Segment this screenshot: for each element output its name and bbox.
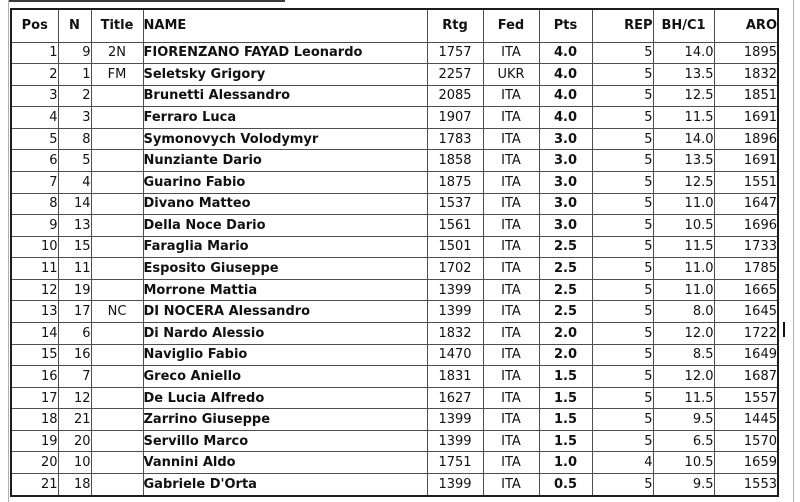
cell-aro: 1696 [714,215,778,237]
cell-pos: 16 [11,366,58,388]
cell-bh-c1: 14.0 [653,128,714,150]
cell-name: Greco Aniello [143,366,427,388]
cell-name: Della Noce Dario [143,215,427,237]
table-row [11,323,778,345]
cell-name: Di Nardo Alessio [143,323,427,345]
table-row [11,236,778,258]
cell-fed: ITA [483,128,539,150]
cell-aro: 1691 [714,150,778,172]
cell-n: 5 [58,150,91,172]
table-row [11,474,778,496]
cell-pts: 3.0 [539,128,592,150]
cell-fed: ITA [483,366,539,388]
cell-pts: 1.5 [539,430,592,452]
cell-pos: 12 [11,279,58,301]
cell-name: Gabriele D'Orta [143,474,427,496]
cell-pos: 5 [11,128,58,150]
cell-pts: 2.5 [539,301,592,323]
cell-rep: 5 [592,128,653,150]
cell-bh-c1: 9.5 [653,409,714,431]
cell-aro: 1553 [714,474,778,496]
cell-aro: 1557 [714,387,778,409]
cell-rep: 5 [592,409,653,431]
cell-bh-c1: 11.0 [653,279,714,301]
cell-rep: 5 [592,42,653,64]
cell-n: 17 [58,301,91,323]
cell-n: 9 [58,42,91,64]
cell-n: 20 [58,430,91,452]
cell-bh-c1: 12.5 [653,85,714,107]
cell-n: 16 [58,344,91,366]
cell-rep: 5 [592,107,653,129]
cell-n: 12 [58,387,91,409]
cell-pos: 15 [11,344,58,366]
cell-name: Naviglio Fabio [143,344,427,366]
cell-pos: 3 [11,85,58,107]
column-header-bh-c1: BH/C1 [653,9,714,42]
text-caret [783,322,785,337]
cell-aro: 1895 [714,42,778,64]
cell-rtg: 1907 [427,107,483,129]
standings-table [10,8,779,497]
cell-aro: 1832 [714,64,778,86]
cell-bh-c1: 8.5 [653,344,714,366]
cell-title [91,474,143,496]
column-header-n: N [58,9,91,42]
cell-fed: ITA [483,193,539,215]
cell-fed: ITA [483,236,539,258]
cell-title [91,193,143,215]
cell-rtg: 2257 [427,64,483,86]
cell-bh-c1: 11.5 [653,107,714,129]
cell-title [91,323,143,345]
cell-title [91,452,143,474]
cell-rep: 5 [592,474,653,496]
cell-pts: 4.0 [539,85,592,107]
cell-name: Brunetti Alessandro [143,85,427,107]
cell-pts: 1.5 [539,366,592,388]
cell-n: 18 [58,474,91,496]
cell-rep: 5 [592,366,653,388]
table-row [11,193,778,215]
table-row [11,279,778,301]
cell-fed: ITA [483,258,539,280]
table-row [11,215,778,237]
table-row [11,366,778,388]
cell-rep: 5 [592,150,653,172]
cell-rtg: 1470 [427,344,483,366]
cell-rep: 5 [592,430,653,452]
table-body [11,42,778,496]
cell-rtg: 1751 [427,452,483,474]
cell-bh-c1: 12.5 [653,171,714,193]
cell-pos: 1 [11,42,58,64]
cell-rtg: 1399 [427,430,483,452]
cell-rtg: 2085 [427,85,483,107]
cell-title: FM [91,64,143,86]
cell-pts: 2.0 [539,344,592,366]
cell-n: 14 [58,193,91,215]
cell-aro: 1645 [714,301,778,323]
cell-name: Nunziante Dario [143,150,427,172]
cell-bh-c1: 11.0 [653,193,714,215]
cell-fed: ITA [483,279,539,301]
table-row [11,85,778,107]
cell-rtg: 1702 [427,258,483,280]
cell-pts: 3.0 [539,171,592,193]
cell-pts: 2.5 [539,279,592,301]
cell-n: 8 [58,128,91,150]
cell-pts: 2.0 [539,323,592,345]
cell-n: 21 [58,409,91,431]
cell-title: NC [91,301,143,323]
cell-pts: 4.0 [539,42,592,64]
cell-title [91,258,143,280]
column-header-rep: REP [592,9,653,42]
cell-pos: 18 [11,409,58,431]
table-row [11,344,778,366]
cell-fed: ITA [483,171,539,193]
cell-pts: 0.5 [539,474,592,496]
cell-title [91,344,143,366]
cell-rep: 5 [592,193,653,215]
cell-pos: 7 [11,171,58,193]
cell-name: Seletsky Grigory [143,64,427,86]
cell-title: 2N [91,42,143,64]
cell-pts: 1.5 [539,409,592,431]
cell-pts: 2.5 [539,258,592,280]
cell-name: Zarrino Giuseppe [143,409,427,431]
cell-pos: 14 [11,323,58,345]
cell-pts: 2.5 [539,236,592,258]
table-row [11,64,778,86]
cell-n: 19 [58,279,91,301]
cell-rep: 5 [592,171,653,193]
cell-n: 10 [58,452,91,474]
cell-name: Servillo Marco [143,430,427,452]
cell-aro: 1659 [714,452,778,474]
column-header-name: NAME [143,9,427,42]
cell-rtg: 1399 [427,474,483,496]
cell-bh-c1: 12.0 [653,323,714,345]
column-header-rtg: Rtg [427,9,483,42]
cell-aro: 1665 [714,279,778,301]
cell-rep: 5 [592,64,653,86]
cell-rep: 4 [592,452,653,474]
cell-n: 2 [58,85,91,107]
cell-rep: 5 [592,258,653,280]
cell-title [91,107,143,129]
cell-pts: 1.0 [539,452,592,474]
cell-bh-c1: 10.5 [653,215,714,237]
cell-rep: 5 [592,323,653,345]
cell-name: Symonovych Volodymyr [143,128,427,150]
cell-name: Faraglia Mario [143,236,427,258]
page-edge-left-line [8,0,9,502]
table-row [11,42,778,64]
table-row [11,430,778,452]
cell-n: 6 [58,323,91,345]
cell-rep: 5 [592,236,653,258]
cell-n: 13 [58,215,91,237]
cell-bh-c1: 13.5 [653,64,714,86]
cell-name: Vannini Aldo [143,452,427,474]
cell-aro: 1445 [714,409,778,431]
cell-rep: 5 [592,387,653,409]
cell-bh-c1: 13.5 [653,150,714,172]
cell-name: FIORENZANO FAYAD Leonardo [143,42,427,64]
cell-name: De Lucia Alfredo [143,387,427,409]
cell-pos: 6 [11,150,58,172]
column-header-pos: Pos [11,9,58,42]
cell-fed: ITA [483,344,539,366]
cell-bh-c1: 14.0 [653,42,714,64]
cell-name: DI NOCERA Alessandro [143,301,427,323]
column-header-aro: ARO [714,9,778,42]
cell-name: Divano Matteo [143,193,427,215]
cell-rep: 5 [592,85,653,107]
cell-pts: 3.0 [539,150,592,172]
page-edge-right-line [793,0,794,502]
cell-n: 4 [58,171,91,193]
table-row [11,409,778,431]
cell-rtg: 1627 [427,387,483,409]
column-header-pts: Pts [539,9,592,42]
cell-pos: 9 [11,215,58,237]
cell-rtg: 1399 [427,409,483,431]
cell-title [91,150,143,172]
cell-aro: 1896 [714,128,778,150]
cell-aro: 1851 [714,85,778,107]
cell-n: 11 [58,258,91,280]
cell-rtg: 1399 [427,301,483,323]
cell-pos: 17 [11,387,58,409]
cell-aro: 1570 [714,430,778,452]
cell-pts: 4.0 [539,107,592,129]
table-row [11,171,778,193]
cell-pos: 11 [11,258,58,280]
cell-pos: 19 [11,430,58,452]
table-row [11,387,778,409]
cell-fed: ITA [483,150,539,172]
cell-fed: ITA [483,430,539,452]
cell-title [91,366,143,388]
column-header-title: Title [91,9,143,42]
cell-title [91,279,143,301]
cell-title [91,85,143,107]
cell-fed: ITA [483,301,539,323]
cell-fed: ITA [483,474,539,496]
cell-rtg: 1561 [427,215,483,237]
cell-rtg: 1858 [427,150,483,172]
cell-bh-c1: 12.0 [653,366,714,388]
cell-name: Esposito Giuseppe [143,258,427,280]
cell-pos: 20 [11,452,58,474]
cell-title [91,128,143,150]
table-row [11,150,778,172]
cell-pos: 13 [11,301,58,323]
cell-bh-c1: 9.5 [653,474,714,496]
cell-rtg: 1832 [427,323,483,345]
cell-pos: 10 [11,236,58,258]
cell-fed: ITA [483,387,539,409]
cell-bh-c1: 11.5 [653,236,714,258]
cell-aro: 1687 [714,366,778,388]
table-header [11,9,778,42]
cell-pos: 21 [11,474,58,496]
cell-pos: 8 [11,193,58,215]
cell-aro: 1722 [714,323,778,345]
cell-rtg: 1537 [427,193,483,215]
cell-pts: 4.0 [539,64,592,86]
cell-bh-c1: 8.0 [653,301,714,323]
table-row [11,301,778,323]
cell-fed: ITA [483,452,539,474]
cell-bh-c1: 10.5 [653,452,714,474]
cell-bh-c1: 11.0 [653,258,714,280]
cell-n: 3 [58,107,91,129]
cell-fed: ITA [483,107,539,129]
page-edge-top-line [8,0,285,2]
cell-fed: ITA [483,323,539,345]
cell-name: Morrone Mattia [143,279,427,301]
cell-n: 15 [58,236,91,258]
cell-rtg: 1875 [427,171,483,193]
cell-aro: 1551 [714,171,778,193]
cell-name: Ferraro Luca [143,107,427,129]
column-header-fed: Fed [483,9,539,42]
cell-pts: 3.0 [539,193,592,215]
cell-bh-c1: 11.5 [653,387,714,409]
cell-title [91,430,143,452]
cell-aro: 1649 [714,344,778,366]
cell-fed: ITA [483,85,539,107]
cell-fed: ITA [483,409,539,431]
cell-rtg: 1501 [427,236,483,258]
cell-n: 1 [58,64,91,86]
cell-pos: 4 [11,107,58,129]
cell-aro: 1785 [714,258,778,280]
cell-rep: 5 [592,279,653,301]
cell-rtg: 1757 [427,42,483,64]
table-row [11,452,778,474]
cell-title [91,236,143,258]
cell-aro: 1691 [714,107,778,129]
cell-fed: ITA [483,215,539,237]
cell-fed: UKR [483,64,539,86]
cell-bh-c1: 6.5 [653,430,714,452]
cell-n: 7 [58,366,91,388]
cell-rep: 5 [592,301,653,323]
cell-title [91,387,143,409]
cell-title [91,409,143,431]
cell-pos: 2 [11,64,58,86]
cell-rtg: 1831 [427,366,483,388]
cell-rtg: 1783 [427,128,483,150]
cell-rtg: 1399 [427,279,483,301]
cell-pts: 3.0 [539,215,592,237]
table-row [11,258,778,280]
cell-fed: ITA [483,42,539,64]
cell-title [91,215,143,237]
table-row [11,107,778,129]
cell-title [91,171,143,193]
cell-name: Guarino Fabio [143,171,427,193]
cell-aro: 1733 [714,236,778,258]
table-row [11,128,778,150]
cell-pts: 1.5 [539,387,592,409]
cell-rep: 5 [592,215,653,237]
cell-rep: 5 [592,344,653,366]
header-row [11,9,778,42]
cell-aro: 1647 [714,193,778,215]
